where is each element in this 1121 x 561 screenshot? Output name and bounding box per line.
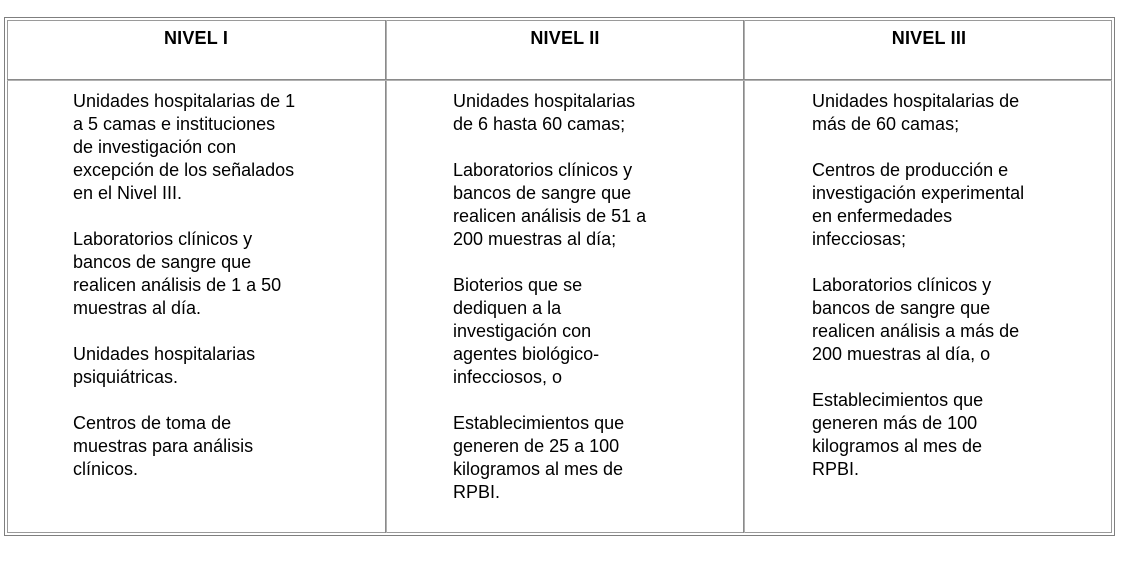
criteria-paragraph [812,159,1024,251]
criteria-line: 200 muestras al día; [453,229,617,249]
criteria-line: generen de 25 a 100 [453,436,620,456]
column-divider [385,20,387,533]
criteria-line: Establecimientos que [812,390,984,410]
criteria-line: psiquiátricas. [73,367,179,387]
criteria-paragraph [812,389,1024,481]
nivel-1-cell [73,90,295,481]
criteria-paragraph [453,274,646,389]
header-divider [7,79,1112,81]
criteria-paragraph [453,159,646,251]
criteria-paragraph [73,228,295,320]
criteria-line: Centros de toma de [73,413,232,433]
criteria-line: excepción de los señalados [73,160,295,180]
criteria-line: agentes biológico- [453,344,600,364]
criteria-line: bancos de sangre que [812,298,991,318]
criteria-paragraph [73,412,295,481]
criteria-line: de investigación con [73,137,237,157]
header-nivel-2: NIVEL II [530,28,600,48]
criteria-line: Unidades hospitalarias de 1 [73,91,296,111]
criteria-line: kilogramos al mes de [812,436,983,456]
criteria-line: generen más de 100 [812,413,978,433]
criteria-line: Laboratorios clínicos y [453,160,633,180]
criteria-paragraph [73,90,295,205]
criteria-line: 200 muestras al día, o [812,344,991,364]
criteria-line: a 5 camas e instituciones [73,114,276,134]
criteria-line: dediquen a la [453,298,562,318]
criteria-line: en el Nivel III. [73,183,183,203]
criteria-line: Unidades hospitalarias de [812,91,1020,111]
criteria-line: muestras para análisis [73,436,254,456]
criteria-line: Laboratorios clínicos y [812,275,992,295]
header-nivel-1: NIVEL I [163,28,229,48]
header-nivel-3: NIVEL III [891,28,967,48]
criteria-line: en enfermedades [812,206,953,226]
criteria-paragraph [812,274,1024,366]
criteria-line: Establecimientos que [453,413,625,433]
criteria-line: Laboratorios clínicos y [73,229,253,249]
criteria-line: más de 60 camas; [812,114,960,134]
criteria-line: Unidades hospitalarias [453,91,636,111]
criteria-line: Unidades hospitalarias [73,344,256,364]
criteria-line: infecciosas; [812,229,907,249]
criteria-line: Bioterios que se [453,275,583,295]
criteria-line: realicen análisis de 1 a 50 [73,275,282,295]
criteria-line: muestras al día. [73,298,202,318]
column-divider [743,20,745,533]
criteria-line: investigación experimental [812,183,1025,203]
criteria-line: bancos de sangre que [453,183,632,203]
criteria-line: bancos de sangre que [73,252,252,272]
level-classification-table [4,17,1115,536]
criteria-paragraph [453,90,646,136]
criteria-line: de 6 hasta 60 camas; [453,114,626,134]
criteria-line: kilogramos al mes de [453,459,624,479]
criteria-line: investigación con [453,321,592,341]
criteria-line: clínicos. [73,459,139,479]
criteria-line: infecciosos, o [453,367,563,387]
nivel-3-cell [812,90,1024,481]
criteria-line: RPBI. [453,482,501,502]
criteria-line: realicen análisis de 51 a [453,206,647,226]
criteria-line: Centros de producción e [812,160,1009,180]
criteria-paragraph [812,90,1024,136]
criteria-line: RPBI. [812,459,860,479]
criteria-line: realicen análisis a más de [812,321,1020,341]
criteria-paragraph [73,343,295,389]
criteria-paragraph [453,412,646,504]
nivel-2-cell [453,90,646,504]
